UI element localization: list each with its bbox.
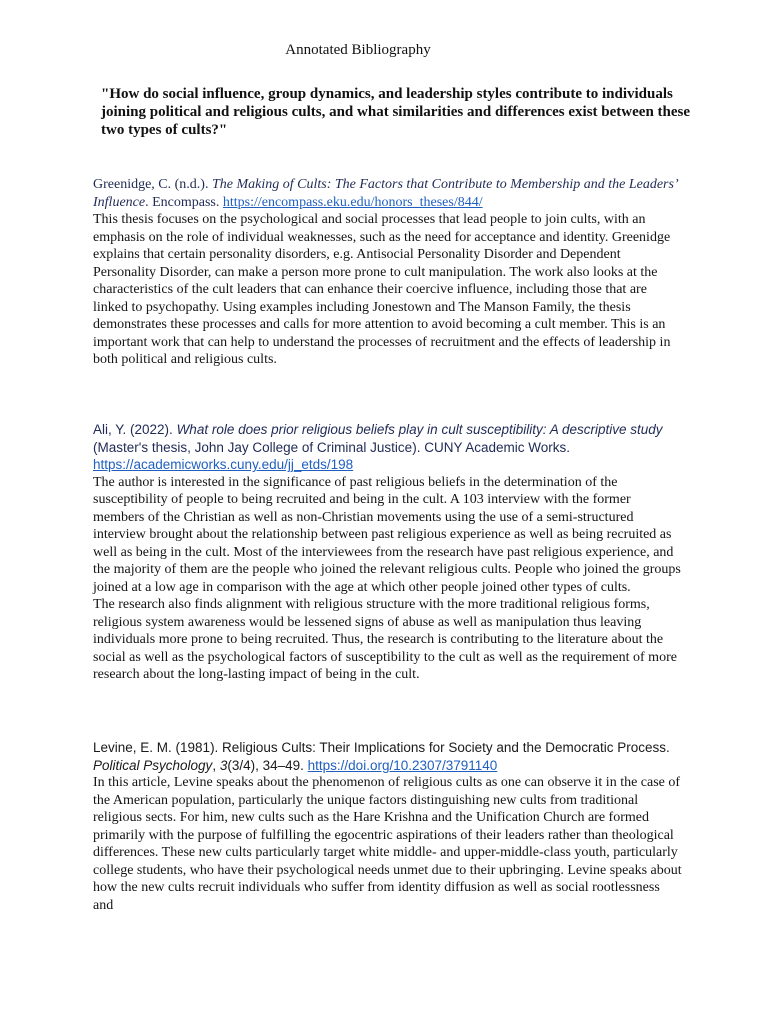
citation-journal: Political Psychology bbox=[93, 757, 213, 773]
annotation-paragraph: In this article, Levine speaks about the phenomenon of religious cults as one can observe it in the case of the American population, particularly the unique factors distinguishing new cults from traditional religious sects. For him, new cults such as the Hare Krishna and the Unification Church are formed primarily with the purpose of fulfilling the egocentric aspirations of their leaders rather than theological differences. These new cults particularly target white middle- and upper-middle-class youth, particularly college students, who have their psychological needs unmet due to their upbringing. Levine speaks about how the new cults recruit individuals who suffer from identity diffusion as well as social rootlessness and bbox=[93, 775, 682, 913]
bibliography-entry-ali bbox=[93, 421, 683, 684]
citation-title: The Making of Cults: The Factors that Contribute to Membership and the Leaders’ Influence bbox=[93, 177, 678, 210]
citation bbox=[93, 421, 683, 474]
citation-issue-pages: (3/4), 34–49. bbox=[227, 757, 308, 773]
citation: Levine, E. M. (1981). Religious Cults: Their Implications for Society and the Democratic Process. Political Psychology, 3(3/4), 34–49. https://doi.org/10.2307/3791140 bbox=[93, 740, 670, 773]
citation-title: What role does prior religious beliefs play in cult susceptibility: A descriptive study bbox=[176, 422, 663, 437]
annotation-paragraph: The research also finds alignment with religious structure with the more traditional religious forms, religious system awareness would be lessened signs of abuse as well as manipulation thus leaving individuals more prone to being recruited. Thus, the research is contributing to the literature about the social as well as the psychological factors of susceptibility to the cult as well as the requirement of more research about the long-lasting impact of being in the cult. bbox=[93, 597, 677, 682]
page-title: Annotated Bibliography bbox=[285, 42, 431, 58]
citation-publisher: CUNY Academic Works. bbox=[424, 439, 570, 455]
bibliography-entry-levine bbox=[93, 739, 683, 914]
citation-title-suffix: (Master's thesis, John Jay College of Criminal Justice). bbox=[93, 439, 425, 455]
research-question: "How do social influence, group dynamics, and leadership styles contribute to individuals joining political and religious cults, and what similarities and differences exist between these two types of cults?" bbox=[101, 86, 691, 138]
citation-author-date: Levine, E. M. (1981). Religious Cults: Their Implications for Society and the Democratic Process. bbox=[93, 740, 670, 755]
citation-title-suffix: . bbox=[145, 194, 153, 210]
citation-volume: 3 bbox=[219, 757, 228, 773]
annotation-paragraph: The author is interested in the significance of past religious beliefs in the determination of the susceptibility of people to being recruited and being in the cult. A 103 interview with the former members of the Christian as well as non-Christian movements using the use of a semi-structured interview brought about the relationship between past religious experience as well as being recruited as well as being in the cult. Most of the interviewees from the research have past religious experience, and the majority of them are the people who joined the relevant religious cults. People who joined the groups joined at a low age in comparison with the age at which other people joined other types of cults. bbox=[93, 474, 681, 595]
bibliography-entry-greenidge bbox=[93, 176, 683, 369]
citation-link[interactable]: https://doi.org/10.2307/3791140 bbox=[307, 757, 498, 773]
annotation-paragraph: This thesis focuses on the psychological and social processes that lead people to join cults, with an emphasis on the role of individual weaknesses, such as the need for acceptance and identity. Greenidge explains that certain personality disorders, e.g. Antisocial Personality Disorder and Dependent Personality Disorder, can make a person more prone to cult manipulation. The work also looks at the characteristics of the cult leaders that can enhance their coercive influence, including those that are linked to psychopathy. Using examples including Jonestown and The Manson Family, the thesis demonstrates these processes and calls for more attention to avoid becoming a cult member. This is an important work that can help to understand the processes of recruitment and the effects of leadership in both political and religious cults. bbox=[93, 212, 671, 367]
citation-link[interactable]: https://encompass.eku.edu/honors_theses/844/ bbox=[222, 194, 483, 210]
citation-author-date: Ali, Y. (2022). bbox=[93, 422, 177, 437]
citation-author-date: Greenidge, C. (n.d.). bbox=[93, 177, 212, 192]
citation-link[interactable]: https://academicworks.cuny.edu/jj_etds/198 bbox=[93, 457, 354, 472]
citation bbox=[93, 176, 683, 211]
citation-publisher: Encompass. bbox=[152, 194, 223, 210]
